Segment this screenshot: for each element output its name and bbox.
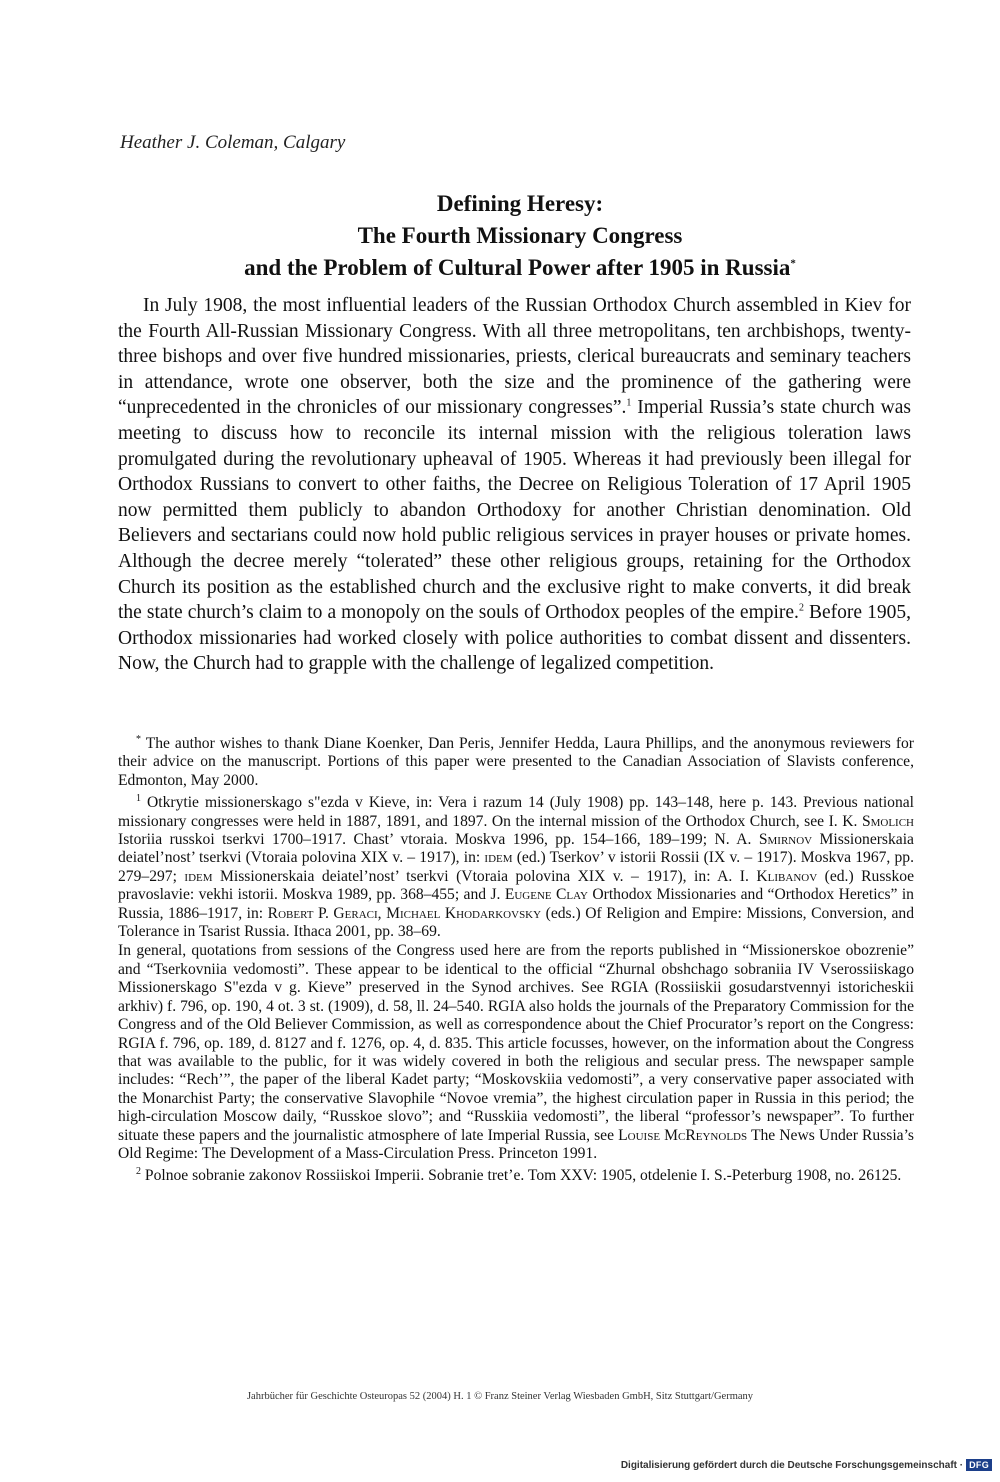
title-footnote-mark: * — [790, 257, 796, 270]
title-line-1: Defining Heresy: — [436, 191, 604, 216]
author-line: Heather J. Coleman, Calgary — [120, 132, 346, 153]
footnote-2: $^2$ Polnoe sobranie zakonov Rossiiskoi Imperii. Sobranie tret’e. Tom XXV: 1905, otdelenie I. S.-Peterburg 1908, no. 26125. — [136, 1166, 902, 1185]
footnotes — [118, 735, 914, 1190]
article-title — [100, 188, 940, 284]
footnote-1: $^1$ Otkrytie missionerskago s"ezda v Kieve, in: Vera i razum 14 (July 1908) pp. 143–148, here p. 143. Previous national missionary congresses were held in 1887, 1891, and 1897. On the internal mission of the Orthodox Church, see I. K. Smolich Istoriia russkoi tserkvi 1700–1917. Chast’ vtoraia. Moskva 1996, pp. 154–166, 189–199; N. A. Smirnov Missionerskaia deiatel’nost’ tserkvi (Vtoraia polovina XIX v. – 1917), in: idem (ed.) Tserkov’ v istorii Rossii (IX v. – 1917). Moskva 1967, pp. 279–297; idem Missionerskaia deiatel’nost’ tserkvi (Vtoraia polovina XIX v. – 1917), in: A. I. Klibanov (ed.) Russkoe pravoslavie: vekhi istorii. Moskva 1989, pp. 368–455; and J. Eugene Clay Orthodox Missionaries and “Orthodox Heretics” in Russia, 1886–1917, in: Robert P. Geraci, Michael Khodarkovsky (eds.) Of Religion and Empire: Missions, Conversion, and Tolerance in Tsarist Russia. Ithaca 2001, pp. 38–69. — [118, 793, 914, 941]
funding-text: Digitalisierung gefördert durch die Deutsche Forschungsgemeinschaft · — [620, 1459, 964, 1471]
journal-citation: Jahrbücher für Geschichte Osteuropas 52 (2004) H. 1 © Franz Steiner Verlag Wiesbaden GmbH, Sitz Stuttgart/Germany — [246, 1391, 754, 1402]
footnote-ref-2[interactable]: 2 — [798, 602, 804, 614]
footnote-star: * The author wishes to thank Diane Koenker, Dan Peris, Jennifer Hedda, Laura Phillips, and the anonymous reviewers for their advice on the manuscript. Portions of this paper were presented to the Canadian Association of Slavists conference, Edmonton, May 2000. — [118, 733, 914, 789]
body-paragraph: In July 1908, the most influential leaders of the Russian Orthodox Church assembled in Kiev for the Fourth All-Russian Missionary Congress. With all three metropolitans, ten archbishops, twenty-three bishops and over five hundred missionaries, priests, clerical bureaucrats and seminary teachers in attendance, wrote one observer, both the size and the prominence of the gathering were “unprecedented in the chronicles of our missionary congresses”.$^1$ Imperial Russia’s state church was meeting to discuss how to reconcile its internal mission with the religious toleration laws promulgated during the revolutionary upheaval of 1905. Whereas it had previously been illegal for Orthodox Russians to convert to other faiths, the Decree on Religious Toleration of 17 April 1905 now permitted them publicly to abandon Orthodoxy for another Christian denomination. Old Believers and sectarians could now hold public religious services in prayer houses or private homes. Although the decree merely “tolerated” these other religious groups, retaining for the Orthodox Church its position as the established church and the exclusive right to make converts, it did break the state church’s claim to a monopoly on the souls of Orthodox peoples of the empire.$^2$ Before 1905, Orthodox missionaries had worked closely with police authorities to combat dissent and dissenters. Now, the Church had to grapple with the challenge of legalized competition. — [118, 295, 912, 675]
footnote-ref-1[interactable]: 1 — [626, 397, 632, 409]
title-line-2: The Fourth Missionary Congress — [357, 223, 683, 248]
funding-notice — [621, 1459, 992, 1471]
title-line-3: and the Problem of Cultural Power after 1905 in Russia* — [244, 255, 796, 280]
dfg-logo-icon: DFG — [966, 1459, 992, 1471]
body-text — [118, 293, 911, 677]
footnote-1-continued: In general, quotations from sessions of the Congress used here are from the reports published in “Missionerskoe obozrenie” and “Tserkovniia vedomosti”. These appear to be identical to the official “Zhurnal obshchago sobraniia IV Vserossiiskago Missionerskago S"ezda v g. Kieve” preserved in the Synod archives. See RGIA (Rossiiskii gosudarstvennyi istoricheskii arkhiv) f. 796, op. 190, 4 ot. 3 st. (1909), d. 58, ll. 24–540. RGIA also holds the journals of the Preparatory Commission for the Congress and of the Old Believer Commission, as well as correspondence about the Chief Procurator’s report on the Congress: RGIA f. 796, op. 189, d. 8127 and f. 1276, op. 4, d. 835. This article focusses, however, on the information about the Congress that was available to the public, for it was widely covered in both the religious and secular press. The newspaper sample includes: “Rech’”, the paper of the liberal Kadet party; “Moskovskiia vedomosti”, a very conservative paper associated with the Monarchist Party; the conservative Slavophile “Novoe vremia”, the highest circulation paper in Russia in this period; the high-circulation Moscow daily, “Russkoe slovo”; and “Russkiia vedomosti”, the liberal “professor’s newspaper”. To further situate these papers and the journalistic atmosphere of late Imperial Russia, see Louise McReynolds The News Under Russia’s Old Regime: The Development of a Mass-Circulation Press. Princeton 1991. — [118, 942, 914, 1162]
